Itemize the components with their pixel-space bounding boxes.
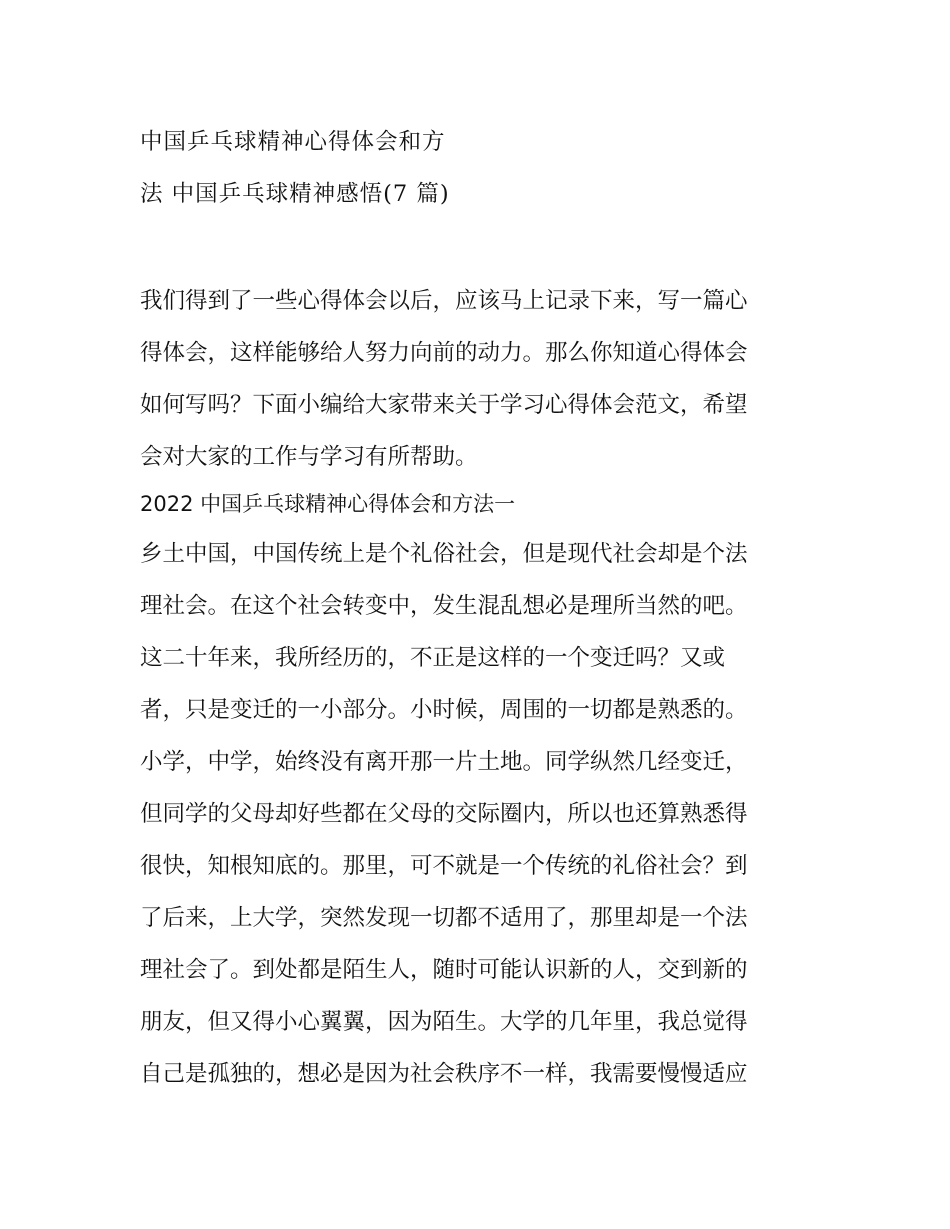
section-line: 这二十年来，我所经历的，不正是这样的一个变迁吗？又或 — [140, 645, 726, 671]
section-line: 但同学的父母却好些都在父母的交际圈内，所以也还算熟悉得 — [140, 801, 748, 827]
section-line: 乡土中国，中国传统上是个礼俗社会，但是现代社会却是个法 — [140, 541, 748, 567]
section-line: 朋友，但又得小心翼翼，因为陌生。大学的几年里，我总觉得 — [140, 1009, 748, 1035]
section-line: 自己是孤独的，想必是因为社会秩序不一样，我需要慢慢适应 — [140, 1061, 748, 1087]
section-heading: 2022 中国乒乓球精神心得体会和方法一 — [140, 492, 516, 516]
section-line: 很快，知根知底的。那里，可不就是一个传统的礼俗社会？到 — [140, 853, 748, 879]
intro-line: 我们得到了一些心得体会以后，应该马上记录下来，写一篇心 — [140, 288, 748, 314]
intro-line: 得体会，这样能够给人努力向前的动力。那么你知道心得体会 — [140, 340, 748, 366]
intro-line: 如何写吗？下面小编给大家带来关于学习心得体会范文，希望 — [140, 392, 748, 418]
section-line: 理社会了。到处都是陌生人，随时可能认识新的人，交到新的 — [140, 957, 748, 983]
document-title — [140, 116, 820, 220]
section-line: 小学，中学，始终没有离开那一片土地。同学纵然几经变迁， — [140, 749, 748, 775]
section-line: 理社会。在这个社会转变中，发生混乱想必是理所当然的吧。 — [140, 593, 748, 619]
section-line: 了后来，上大学，突然发现一切都不适用了，那里却是一个法 — [140, 905, 748, 931]
section-paragraph — [140, 528, 830, 1100]
intro-paragraph — [140, 275, 830, 483]
intro-line: 会对大家的工作与学习有所帮助。 — [140, 444, 478, 470]
title-line-2: 法 中国乒乓球精神感悟(7 篇) — [140, 181, 450, 207]
title-line-1: 中国乒乓球精神心得体会和方 — [140, 129, 446, 155]
section-line: 者，只是变迁的一小部分。小时候，周围的一切都是熟悉的。 — [140, 697, 748, 723]
